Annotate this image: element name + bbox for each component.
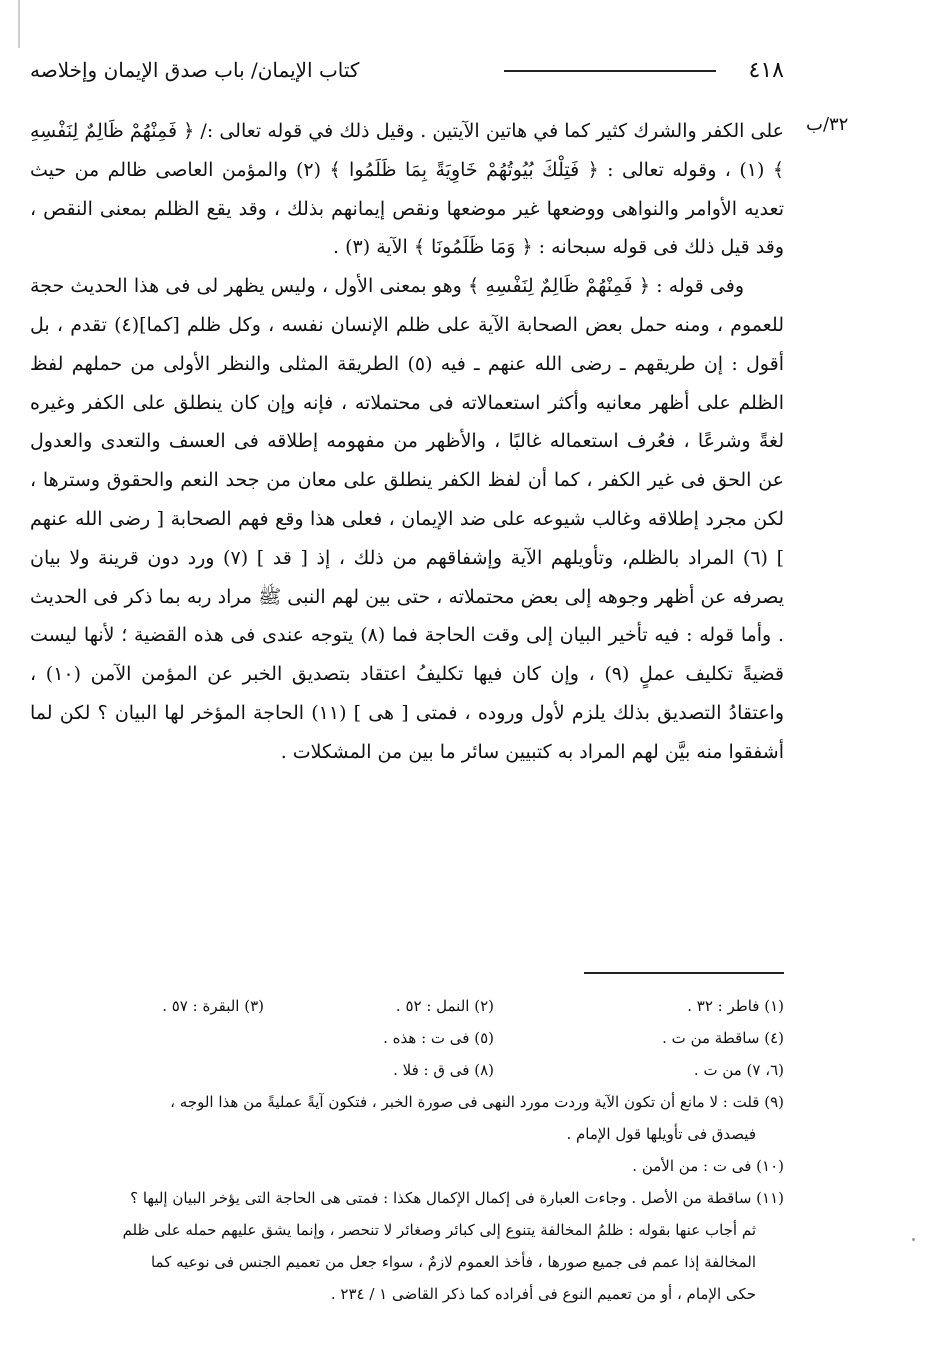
header-rule <box>504 70 716 72</box>
footnote-8: (٨) فى ق : فلا . <box>393 1061 494 1079</box>
footnote-9: (٩) قلت : لا مانع أن تكون الآية وردت مورد النهى فى صورة الخبر ، فتكون آيةً عمليةً من هذا الوجه ، <box>170 1093 784 1111</box>
footnote-row <box>30 990 784 1022</box>
margin-folio-reference: ٣٢/ب <box>806 114 849 135</box>
page-number: ٤١٨ <box>748 58 784 83</box>
footnote-9-continued: فيصدق فى تأويلها قول الإمام . <box>566 1125 756 1143</box>
paragraph-2: وفى قوله : ﴿ فَمِنْهُمْ ظَالِمٌ لِنَفْسِهِ ﴾ وهو بمعنى الأول ، وليس يظهر لى فى هذا الحديث حجة للعموم ، ومنه حمل بعض الصحابة الآية على ظلم الإنسان نفسه ، وكل ظلم [كما](٤) تقدم ، بل أقول : إن طريقهم ـ رضى الله عنهم ـ فيه (٥) الطريقة المثلى والنظر الأولى من حملهم لفظ الظلم على أظهر معانيه وأكثر استعمالاته فى محتملاته ، فإنه وإن كان ينطلق على الكفر وغيره لغةً وشرعًا ، فعُرف استعماله غالبًا ، والأظهر من مفهومه إطلاقه فى العسف والتعدى والعدول عن الحق فى غير الكفر ، كما أن لفظ الكفر ينطلق على معان من جحد النعم والحقوق وسترها ، لكن مجرد إطلاقه وغالب شيوعه على ضد الإيمان ، فعلى هذا وقع فهم الصحابة [ رضى الله عنهم ] (٦) المراد بالظلم، وتأويلهم الآية وإشفاقهم من ذلك ، إذ [ قد ] (٧) ورد دون قرينة ولا بيان يصرفه عن أظهر وجوهه إلى بعض محتملاته ، حتى بين لهم النبى ﷺ مراد ربه بما ذكر فى الحديث . وأما قوله : فيه تأخير البيان إلى وقت الحاجة فما (٨) يتوجه عندى فى هذه القضية ؛ لأنها ليست قضيةً تكليف عملٍ (٩) ، وإن كان فيها تكليفُ اعتقاد بتصديق الخبر عن المؤمن الآمن (١٠) ، واعتقادُ التصديق بذلك يلزم لأول وروده ، فمتى [ هى ] (١١) الحاجة المؤخر لها البيان ؟ لكن لما أشفقوا منه بيَّن لهم المراد به كتبيين سائر ما بين من المشكلات . <box>30 275 785 763</box>
footnote-2: (٢) النمل : ٥٢ . <box>395 997 494 1015</box>
footnotes <box>30 990 784 1310</box>
footnote-row <box>30 1022 784 1054</box>
footnote-6-7: (٦، ٧) من ت . <box>693 1061 784 1079</box>
footnote-11-continued: المخالفة إذا عمم فى جميع صورها ، فأخذ العموم لازمٌ ، سواء جعل من تعميم الجنس فى نوعيه كما <box>150 1253 756 1271</box>
scan-speck <box>912 1238 915 1241</box>
page-header <box>30 58 784 92</box>
footnote-1: (١) فاطر : ٣٢ . <box>687 997 784 1015</box>
footnote-5: (٥) فى ت : هذه . <box>383 1029 494 1047</box>
footnote-10: (١٠) فى ت : من الأمن . <box>632 1157 784 1175</box>
footnote-row <box>30 1054 784 1086</box>
main-text <box>30 112 784 772</box>
footnote-11-continued: ثم أجاب عنها بقوله : ظلمُ المخالفة يتنوع إلى كبائر وصغائر لا تنحصر ، وإنما يشق عليهم حمله على ظلم <box>122 1221 756 1239</box>
scan-edge-line <box>18 0 20 48</box>
footnote-11-continued: حكى الإمام ، أو من تعميم النوع فى أفراده كما ذكر القاضى ١ / ٢٣٤ . <box>330 1285 756 1303</box>
paragraph-1: على الكفر والشرك كثير كما في هاتين الآيتين . وقيل ذلك في قوله تعالى :/ ﴿ فَمِنْهُمْ ظَالِمٌ لِنَفْسِهِ ﴾ (١) ، وقوله تعالى : ﴿ فَتِلْكَ بُيُوتُهُمْ خَاوِيَةً بِمَا ظَلَمُوا ﴾ (٢) والمؤمن العاصى ظالم من حيث تعديه الأوامر والنواهى ووضعها غير موضعها ونقص إيمانهم بذلك ، وقد يقع الظلم بمعنى النقص ، وقد قيل ذلك فى قوله سبحانه : ﴿ وَمَا ظَلَمُونَا ﴾ الآية (٣) . <box>30 120 784 259</box>
running-title: كتاب الإيمان/ باب صدق الإيمان وإخلاصه <box>30 58 360 82</box>
footnote-11: (١١) ساقطة من الأصل . وجاءت العبارة فى إكمال الإكمال هكذا : فمتى هى الحاجة التى يؤخر البيان إليها ؟ <box>130 1189 784 1207</box>
footnote-3: (٣) البقرة : ٥٧ . <box>162 997 264 1015</box>
footnote-separator <box>584 972 784 974</box>
footnote-4: (٤) ساقطة من ت . <box>662 1029 784 1047</box>
